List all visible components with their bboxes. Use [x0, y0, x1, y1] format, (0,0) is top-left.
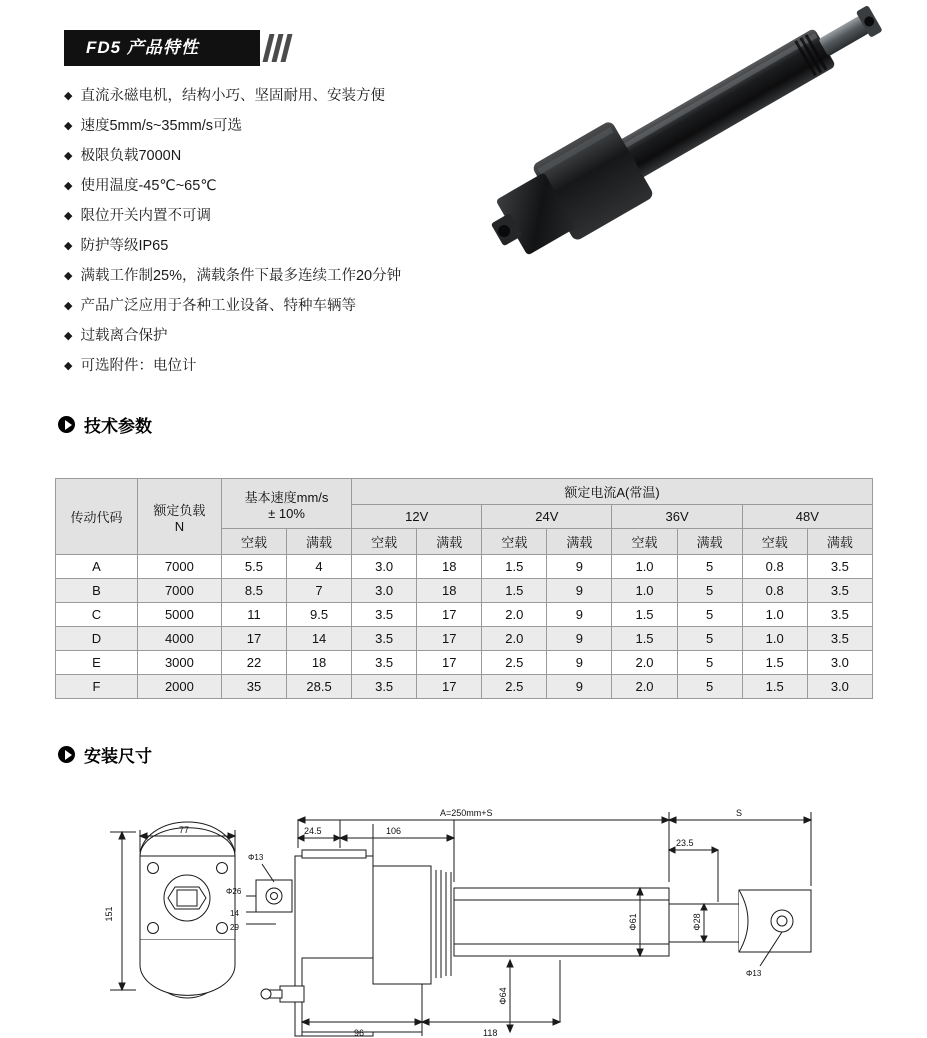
cell-12v-no-load: 3.0: [352, 555, 417, 579]
dim-label-14: 14: [230, 909, 239, 918]
cell-load: 3000: [137, 651, 221, 675]
cell-code: D: [56, 627, 138, 651]
cell-speed-no-load: 11: [221, 603, 286, 627]
table-header: [56, 479, 873, 555]
cell-24v-full-load: 9: [547, 603, 612, 627]
th-rated-current-group: 额定电流A(常温): [352, 479, 873, 505]
cell-36v-no-load: 2.0: [612, 675, 677, 699]
play-triangle-icon: [58, 746, 75, 763]
dim-label-phi28: Φ28: [692, 913, 702, 931]
cell-12v-no-load: 3.5: [352, 603, 417, 627]
th-rated-load-line1: 额定负载: [153, 502, 206, 518]
cell-speed-no-load: 8.5: [221, 579, 286, 603]
cell-24v-no-load: 2.0: [482, 603, 547, 627]
cell-36v-no-load: 1.0: [612, 555, 677, 579]
cell-48v-full-load: 3.5: [807, 555, 872, 579]
list-item: [64, 236, 494, 256]
cell-speed-no-load: 22: [221, 651, 286, 675]
cell-load: 5000: [137, 603, 221, 627]
feature-text: 产品广泛应用于各种工业设备、特种车辆等: [80, 298, 356, 314]
cell-48v-no-load: 1.0: [742, 627, 807, 651]
cell-48v-no-load: 1.5: [742, 651, 807, 675]
diamond-bullet-icon: ◆: [64, 150, 73, 162]
table-header-row-1: [56, 479, 873, 505]
th-rated-load-line2: N: [174, 518, 185, 534]
cell-speed-full-load: 28.5: [287, 675, 352, 699]
dim-label-29: 29: [230, 923, 239, 932]
feature-text: 极限负载7000N: [80, 148, 182, 164]
th-12v-full-load: 满载: [417, 529, 482, 555]
cell-48v-no-load: 0.8: [742, 579, 807, 603]
cell-36v-full-load: 5: [677, 627, 742, 651]
diamond-bullet-icon: ◆: [64, 120, 73, 132]
diamond-bullet-icon: ◆: [64, 270, 73, 282]
cell-12v-full-load: 17: [417, 627, 482, 651]
section-title-dimensions: 安装尺寸: [84, 747, 152, 766]
cell-speed-no-load: 17: [221, 627, 286, 651]
dim-label-stroke-s: S: [736, 808, 743, 818]
th-rated-load: [137, 479, 221, 555]
cell-48v-full-load: 3.5: [807, 627, 872, 651]
cell-36v-full-load: 5: [677, 603, 742, 627]
technical-parameters-table: [55, 478, 873, 699]
cell-24v-full-load: 9: [547, 651, 612, 675]
diamond-bullet-icon: ◆: [64, 90, 73, 102]
table-row: [56, 651, 873, 675]
play-triangle-icon: [58, 416, 75, 433]
cell-12v-no-load: 3.5: [352, 627, 417, 651]
cell-speed-full-load: 14: [287, 627, 352, 651]
dim-label-106: 106: [386, 826, 402, 836]
list-item: [64, 206, 494, 226]
cell-12v-full-load: 17: [417, 651, 482, 675]
cell-24v-full-load: 9: [547, 555, 612, 579]
dim-label-stroke-total: A=250mm+S: [440, 808, 493, 818]
table-row: [56, 555, 873, 579]
cell-code: F: [56, 675, 138, 699]
diamond-bullet-icon: ◆: [64, 210, 73, 222]
banner-stripes-decoration: [266, 34, 289, 62]
th-speed-no-load: 空载: [221, 529, 286, 555]
list-item: [64, 296, 494, 316]
cell-24v-no-load: 2.0: [482, 627, 547, 651]
th-36v-no-load: 空载: [612, 529, 677, 555]
table-row: [56, 627, 873, 651]
cell-48v-full-load: 3.0: [807, 651, 872, 675]
table-row: [56, 603, 873, 627]
diamond-bullet-icon: ◆: [64, 300, 73, 312]
th-base-speed-line1: 基本速度mm/s: [244, 489, 329, 505]
cell-code: A: [56, 555, 138, 579]
cell-36v-full-load: 5: [677, 579, 742, 603]
cell-48v-full-load: 3.5: [807, 603, 872, 627]
cell-36v-no-load: 2.0: [612, 651, 677, 675]
list-item: [64, 116, 494, 136]
cell-speed-full-load: 4: [287, 555, 352, 579]
dim-label-phi26: Φ26: [226, 887, 242, 896]
list-item: [64, 176, 494, 196]
cell-code: C: [56, 603, 138, 627]
cell-12v-full-load: 18: [417, 555, 482, 579]
dim-label-77: 77: [179, 825, 190, 835]
th-24v-no-load: 空载: [482, 529, 547, 555]
cell-speed-full-load: 18: [287, 651, 352, 675]
cell-code: E: [56, 651, 138, 675]
feature-text: 使用温度-45℃~65℃: [80, 178, 217, 194]
th-24v-full-load: 满载: [547, 529, 612, 555]
dimension-drawing: [40, 790, 900, 1038]
th-voltage-48v: 48V: [742, 505, 872, 529]
dim-label-96: 96: [354, 1028, 365, 1038]
product-feature-banner: [64, 30, 304, 66]
cell-12v-no-load: 3.5: [352, 675, 417, 699]
th-voltage-36v: 36V: [612, 505, 742, 529]
feature-text: 过载离合保护: [80, 328, 168, 344]
feature-text: 限位开关内置不可调: [80, 208, 211, 224]
cell-24v-no-load: 1.5: [482, 579, 547, 603]
feature-text: 速度5mm/s~35mm/s可选: [80, 118, 243, 134]
dim-label-24-5: 24.5: [304, 826, 322, 836]
th-speed-full-load: 满载: [287, 529, 352, 555]
list-item: [64, 326, 494, 346]
cell-48v-no-load: 1.0: [742, 603, 807, 627]
section-title-specs: 技术参数: [84, 417, 152, 436]
th-base-speed-line2: ± 10%: [268, 505, 305, 521]
cell-code: B: [56, 579, 138, 603]
cell-24v-full-load: 9: [547, 579, 612, 603]
cell-load: 4000: [137, 627, 221, 651]
cell-24v-no-load: 2.5: [482, 675, 547, 699]
cell-48v-full-load: 3.5: [807, 579, 872, 603]
cell-12v-no-load: 3.5: [352, 651, 417, 675]
list-item: [64, 86, 494, 106]
feature-text: 满载工作制25%，满载条件下最多连续工作20分钟: [80, 268, 402, 284]
cell-36v-no-load: 1.5: [612, 627, 677, 651]
cell-36v-full-load: 5: [677, 651, 742, 675]
cell-load: 2000: [137, 675, 221, 699]
feature-list: [64, 86, 494, 386]
table-body: [56, 555, 873, 699]
product-photo: [470, 8, 910, 258]
list-item: [64, 266, 494, 286]
spec-table-container: [55, 478, 873, 699]
list-item: [64, 356, 494, 376]
dim-label-phi61: Φ61: [628, 913, 638, 931]
th-base-speed-group: [221, 479, 351, 529]
section-heading-specs: [58, 412, 152, 437]
cell-12v-no-load: 3.0: [352, 579, 417, 603]
cell-12v-full-load: 18: [417, 579, 482, 603]
banner-title: FD5 产品特性: [86, 38, 199, 57]
cell-24v-no-load: 2.5: [482, 651, 547, 675]
cell-speed-full-load: 9.5: [287, 603, 352, 627]
cell-load: 7000: [137, 555, 221, 579]
diamond-bullet-icon: ◆: [64, 240, 73, 252]
th-36v-full-load: 满载: [677, 529, 742, 555]
cell-12v-full-load: 17: [417, 675, 482, 699]
cell-24v-no-load: 1.5: [482, 555, 547, 579]
table-row: [56, 579, 873, 603]
cell-24v-full-load: 9: [547, 675, 612, 699]
cell-36v-full-load: 5: [677, 675, 742, 699]
cell-24v-full-load: 9: [547, 627, 612, 651]
cell-48v-no-load: 1.5: [742, 675, 807, 699]
cell-36v-no-load: 1.0: [612, 579, 677, 603]
cell-12v-full-load: 17: [417, 603, 482, 627]
diamond-bullet-icon: ◆: [64, 360, 73, 372]
dim-label-118: 118: [483, 1028, 498, 1038]
th-48v-no-load: 空载: [742, 529, 807, 555]
list-item: [64, 146, 494, 166]
th-voltage-12v: 12V: [352, 505, 482, 529]
dim-label-phi13-front: Φ13: [248, 853, 264, 862]
diamond-bullet-icon: ◆: [64, 330, 73, 342]
cell-speed-no-load: 35: [221, 675, 286, 699]
cell-48v-no-load: 0.8: [742, 555, 807, 579]
cell-36v-full-load: 5: [677, 555, 742, 579]
dim-label-23-5: 23.5: [676, 838, 694, 848]
th-48v-full-load: 满载: [807, 529, 872, 555]
cell-48v-full-load: 3.0: [807, 675, 872, 699]
cell-load: 7000: [137, 579, 221, 603]
feature-text: 防护等级IP65: [80, 238, 169, 254]
th-voltage-24v: 24V: [482, 505, 612, 529]
diamond-bullet-icon: ◆: [64, 180, 73, 192]
th-12v-no-load: 空载: [352, 529, 417, 555]
dim-label-phi64: Φ64: [498, 987, 508, 1005]
feature-text: 直流永磁电机，结构小巧、坚固耐用、安装方便: [80, 88, 385, 104]
cell-speed-no-load: 5.5: [221, 555, 286, 579]
cell-36v-no-load: 1.5: [612, 603, 677, 627]
table-row: [56, 675, 873, 699]
dim-label-151: 151: [104, 906, 114, 922]
section-heading-dimensions: [58, 742, 152, 767]
cell-speed-full-load: 7: [287, 579, 352, 603]
dim-label-phi13-rear: Φ13: [746, 969, 762, 978]
th-drive-code: 传动代码: [56, 479, 138, 555]
feature-text: 可选附件：电位计: [80, 358, 197, 374]
